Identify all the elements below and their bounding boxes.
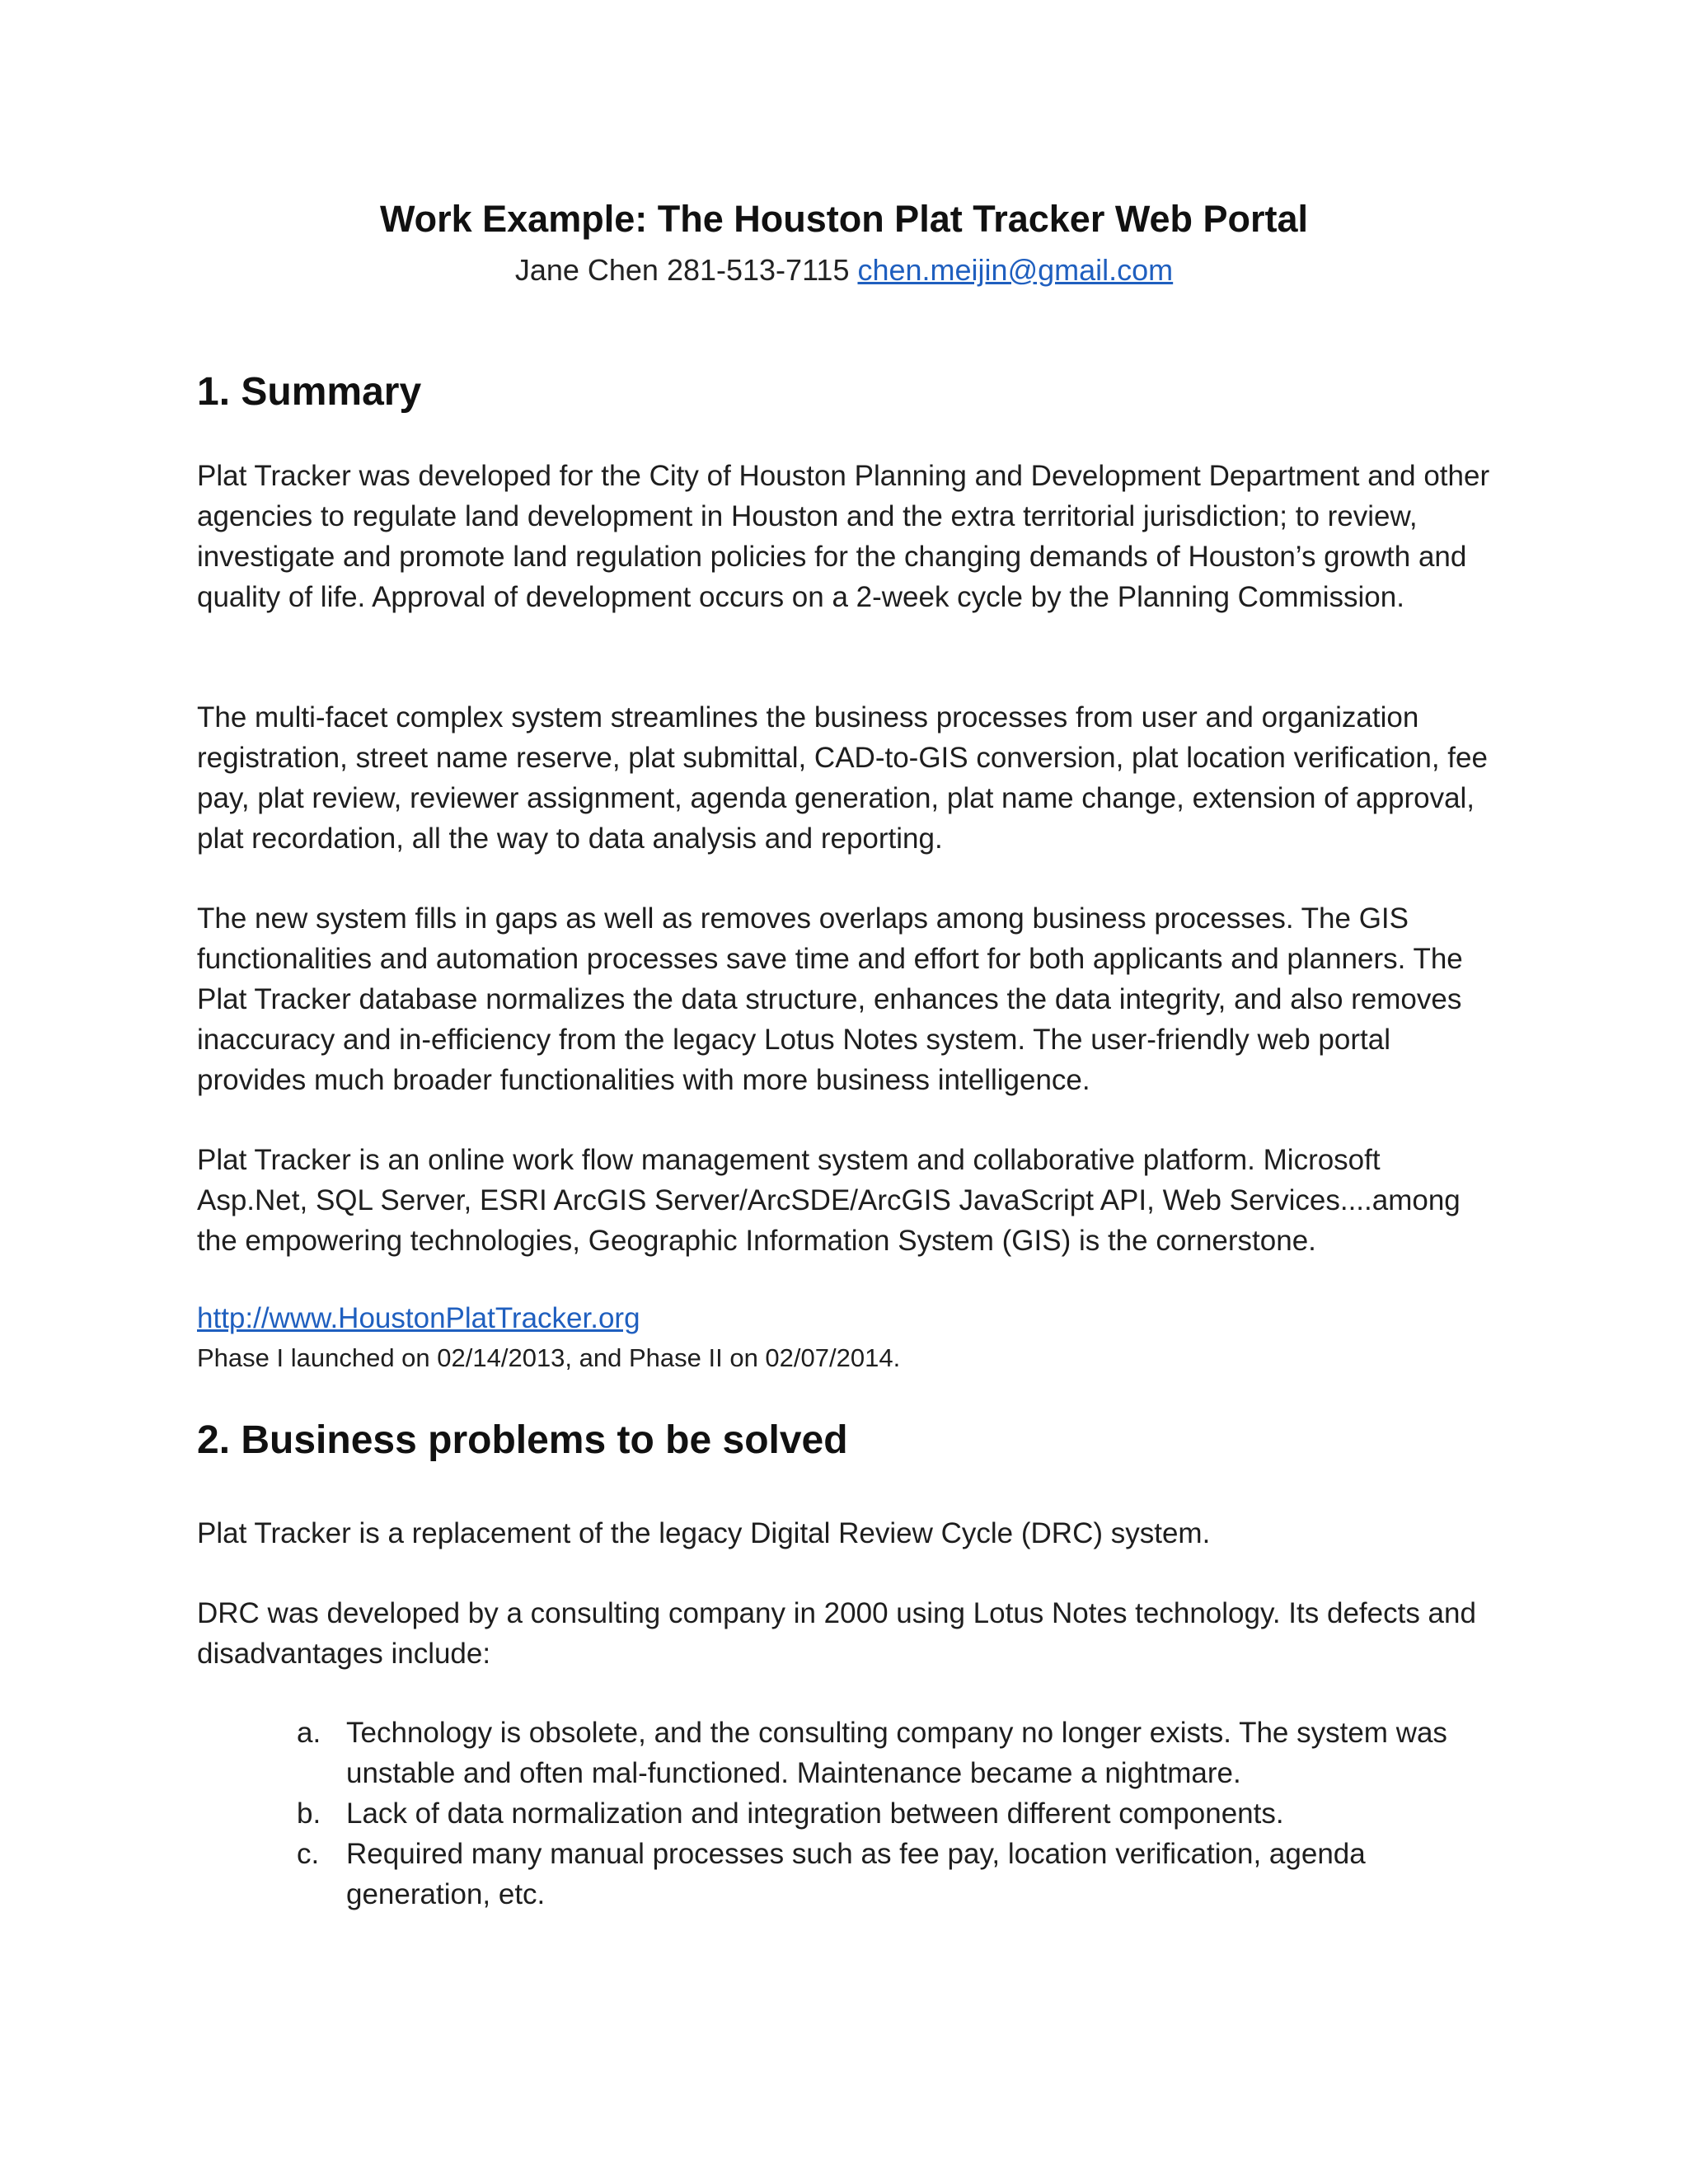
summary-paragraph-3: The new system fills in gaps as well as removes overlaps among business processes. The GIS functionalities and automation processes save time and effort for both applicants and planners. The Plat Tracker database normalizes the data structure, enhances the data integrity, and also removes inaccuracy and in-efficiency from the legacy Lotus Notes system. The user-friendly web portal provides much broader functionalities with more business intelligence. [197, 902, 1463, 1096]
defects-list [297, 1713, 1484, 1915]
document-title: Work Example: The Houston Plat Tracker Web Portal [379, 198, 1309, 240]
problems-heading: 2. Business problems to be solved [197, 1418, 848, 1462]
contact-name-phone: Jane Chen 281-513-7115 [514, 253, 850, 287]
list-item [297, 1834, 1484, 1915]
problems-paragraph-1: Plat Tracker is a replacement of the legacy Digital Review Cycle (DRC) system. [197, 1517, 1211, 1549]
list-item-text: Technology is obsolete, and the consulting company no longer exists. The system was unstable and often mal-functioned. Maintenance became a nightmare. [346, 1717, 1447, 1789]
phase-launch-note: Phase I launched on 02/14/2013, and Phase II on 02/07/2014. [197, 1343, 901, 1372]
summary-paragraph-1: Plat Tracker was developed for the City of Houston Planning and Development Department and other agencies to regulate land development in Houston and the extra territorial jurisdiction; to review, investigate and promote land regulation policies for the changing demands of Houston’s growth and quality of life. Approval of development occurs on a 2-week cycle by the Planning Commission. [197, 460, 1490, 613]
list-item-text: Required many manual processes such as fee pay, location verification, agenda generation, etc. [346, 1838, 1366, 1910]
summary-heading: 1. Summary [197, 370, 422, 414]
contact-line [0, 253, 1688, 288]
summary-paragraph-4: Plat Tracker is an online work flow management system and collaborative platform. Microsoft Asp.Net, SQL Server, ESRI ArcGIS Server/ArcSDE/ArcGIS JavaScript API, Web Services....among the empowering technologies, Geographic Information System (GIS) is the cornerstone. [197, 1144, 1461, 1257]
list-item-text: Lack of data normalization and integration between different components. [346, 1797, 1284, 1830]
plat-tracker-url-link[interactable]: http://www.HoustonPlatTracker.org [197, 1302, 640, 1334]
email-link[interactable]: chen.meijin@gmail.com [857, 253, 1174, 287]
problems-paragraph-2: DRC was developed by a consulting company in 2000 using Lotus Notes technology. Its defects and disadvantages include: [197, 1597, 1476, 1670]
list-marker: b. [297, 1797, 321, 1830]
list-item [297, 1793, 1484, 1834]
list-marker: c. [297, 1838, 320, 1870]
list-item [297, 1713, 1484, 1793]
list-marker: a. [297, 1717, 321, 1749]
summary-paragraph-2: The multi-facet complex system streamlines the business processes from user and organization registration, street name reserve, plat submittal, CAD-to-GIS conversion, plat location verification, fee pay, plat review, reviewer assignment, agenda generation, plat name change, extension of approval, plat recordation, all the way to data analysis and reporting. [197, 701, 1488, 855]
